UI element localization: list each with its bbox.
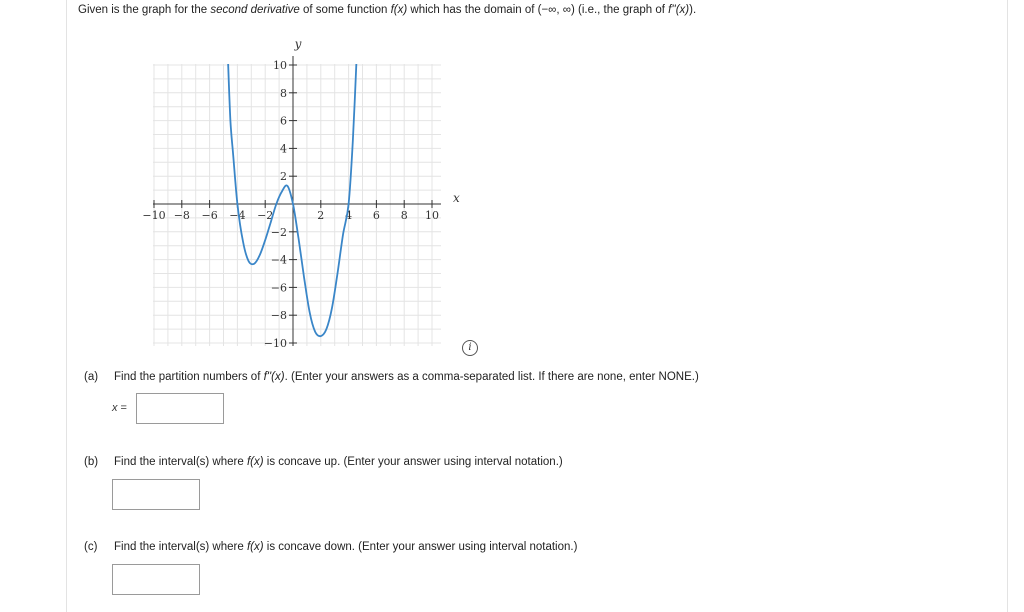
question-b-instructions: is concave up. (Enter your answer using interval notation.) bbox=[263, 456, 563, 468]
answer-b-input[interactable] bbox=[112, 479, 200, 510]
question-a-number: (a) bbox=[84, 371, 99, 383]
question-c-instructions: is concave down. (Enter your answer using interval notation.) bbox=[263, 541, 578, 553]
y-tick-label: −6 bbox=[270, 281, 287, 295]
answer-a-label bbox=[112, 402, 127, 414]
y-tick-label: −8 bbox=[270, 309, 287, 323]
y-tick-label: −10 bbox=[263, 337, 287, 350]
answer-a-input[interactable] bbox=[136, 393, 224, 424]
x-tick-label: 10 bbox=[425, 209, 439, 222]
y-tick-label: −4 bbox=[270, 253, 287, 267]
prompt-text-1: Given is the graph for the bbox=[78, 4, 211, 16]
question-c-text: Find the interval(s) where bbox=[114, 541, 247, 553]
question-b bbox=[84, 456, 563, 468]
y-tick-label: 10 bbox=[273, 59, 287, 72]
question-c bbox=[84, 541, 577, 553]
prompt-text-3: which has the domain of (−∞, ∞) (i.e., the graph of bbox=[407, 4, 669, 16]
y-axis-label: y bbox=[294, 37, 302, 51]
question-a-function: f''(x) bbox=[263, 371, 285, 383]
question-c-function: f(x) bbox=[246, 541, 264, 553]
y-tick-label: 4 bbox=[280, 142, 287, 156]
answer-a-variable: x bbox=[112, 402, 118, 414]
prompt-emphasis-1: second derivative bbox=[210, 4, 300, 16]
x-tick-label: −8 bbox=[173, 209, 190, 222]
x-axis-label: x bbox=[453, 191, 460, 205]
prompt-emphasis-2: f(x) bbox=[390, 4, 408, 16]
info-icon[interactable]: i bbox=[462, 340, 478, 356]
x-tick-label: −10 bbox=[142, 209, 166, 222]
y-tick-label: 8 bbox=[280, 86, 287, 100]
answer-a-equals: = bbox=[117, 402, 127, 414]
question-b-function: f(x) bbox=[246, 456, 264, 468]
x-tick-label: −6 bbox=[201, 209, 218, 222]
prompt-emphasis-3: f''(x) bbox=[668, 4, 690, 16]
question-b-number: (b) bbox=[84, 456, 99, 468]
question-a bbox=[84, 371, 699, 383]
question-b-text: Find the interval(s) where bbox=[114, 456, 247, 468]
prompt-text-2: of some function bbox=[299, 4, 391, 16]
second-derivative-graph bbox=[140, 36, 460, 356]
x-tick-label: 2 bbox=[317, 209, 325, 222]
question-a-text: Find the partition numbers of bbox=[114, 371, 264, 383]
x-tick-label: −2 bbox=[257, 209, 274, 222]
y-tick-label: −2 bbox=[270, 225, 287, 239]
x-tick-label: 6 bbox=[372, 209, 380, 222]
x-tick-label: 4 bbox=[345, 209, 353, 222]
x-tick-label: −4 bbox=[229, 209, 246, 222]
series-line-second-derivative bbox=[228, 51, 357, 336]
x-tick-label: 8 bbox=[400, 209, 408, 222]
question-a-instructions: . (Enter your answers as a comma-separated list. If there are none, enter NONE.) bbox=[284, 371, 699, 383]
question-c-number: (c) bbox=[84, 541, 98, 553]
problem-statement bbox=[78, 4, 696, 16]
y-tick-label: 2 bbox=[280, 170, 287, 184]
prompt-text-4: ). bbox=[689, 4, 697, 16]
y-tick-label: 6 bbox=[280, 114, 287, 128]
answer-c-input[interactable] bbox=[112, 564, 200, 595]
